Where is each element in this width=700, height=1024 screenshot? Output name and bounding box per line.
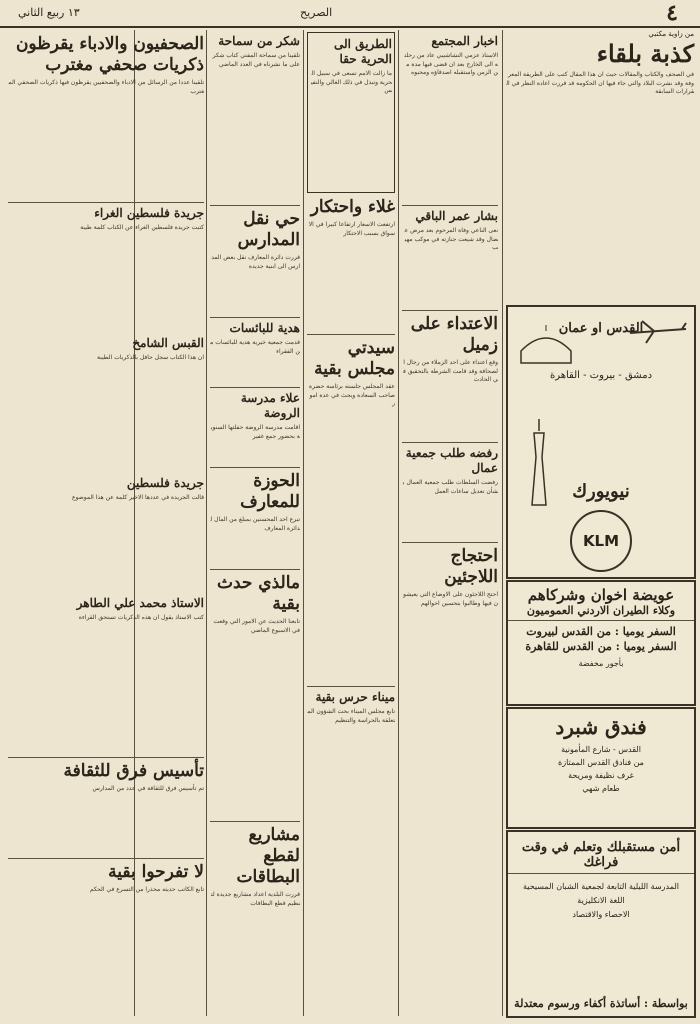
ad-line-cairo: السفر يوميا : من القدس للقاهرة [525,640,677,653]
ad-routes: دمشق - بيروت - القاهرة [549,370,653,381]
hotel-details [508,743,694,795]
headline: هدية للبائسات [229,321,300,335]
klm-logo: KLM [570,510,632,572]
headline: مشاريع لقطع البطاقات [236,825,300,887]
hotel-advertisement [506,707,696,829]
article-body: ارتفعت الاسعار ارتفاعا كبيرا في الاسواق بسبب الاحتكار [308,221,395,237]
school-footer: بواسطة : أساتذة أكفاء ورسوم معتدلة [514,997,688,1010]
headline: الصحفيون والادباء يقرظون ذكريات صحفي مغترب [15,34,204,75]
article-body: ما زالت الامم تسعى في سبيل الحرية وتبذل في ذلك الغالي والنفيس [310,70,392,94]
column-rule [502,30,503,1016]
headline: احتجاج اللاجئين [444,546,498,587]
article-body: تبرع احد المحسنين بمبلغ من المال لدائرة المعارف [210,516,300,532]
article-body: ان هذا الكتاب سجل حافل بالذكريات الطيبة [96,354,204,361]
article-body: نعى الناعي وفاة المرحوم بعد مرض عضال وقد شيعت جنازته في موكب مهيب [404,227,498,251]
headline: الاعتداء على زميل [410,314,498,355]
page-number: ٤ [666,0,678,26]
headline: لا تفرحوا بقية [108,862,204,882]
subheadline: الاستاذ محمد علي الطاهر [76,596,204,610]
statue-of-liberty-icon [524,417,554,507]
ad-route-top: القدس او عمان [558,321,644,336]
article-body: قررت البلدية اعداد مشاريع جديدة لتنظيم قطع البطاقات [211,891,300,907]
headline: الطريق الى الحرية حقا [334,37,392,66]
article-body: في الصحف والكتاب والمقالات حيث ان هذا المقال كتب على الطريقة المعروفة وقد نشرت البلاد والتي جاء فيها ان الحكومة قد قررت اعادة النظر في القرارات السابقة [506,71,694,95]
article-body: رفضت السلطات طلب جمعية العمال بشأن تعديل ساعات العمل [402,479,498,495]
school-details [508,880,694,922]
article-body: احتج اللاجئون على الاوضاع التي يعيشون فيها وطالبوا بتحسين احوالهم [403,591,498,607]
headline: شكر من سماحة [218,34,300,48]
airline-advertisement [506,580,696,706]
hotel-name: فندق شبرد [555,715,647,739]
article-body: قالت الجريدة في عددها الاخير كلمة عن هذا الموضوع [72,494,204,501]
column-4 [210,32,300,1012]
article-body: تابعنا الحديث عن الامور التي وقعت في الاسبوع الماضي [213,618,300,634]
column-2 [402,32,498,1012]
subheadline: جريدة فلسطين [126,476,204,490]
headline: الحوزة للمعارف [240,471,300,512]
headline: علاء مدرسة الروضة [240,391,300,420]
article-body: اقامت مدرسة الروضة حفلتها السنوية بحضور جمع غفير [210,424,300,440]
article-body: تلقينا من سماحة المفتي كتاب شكر على ما نشرناه في العدد الماضي [212,52,300,68]
school-title: أمن مستقبلك وتعلم في وقت فراغك [521,840,681,870]
column-1-article [506,30,694,300]
article-body: الاستاذ عزمي النشاشيبي عاد من رحلته الى الخارج بعد ان قضى فيها مدة من الزمن واستقبله اصدقاؤه ومحبوه [404,52,498,76]
headline: كذبة بلقاء [596,39,694,68]
ad-company: عويضة اخوان وشركاهم [527,586,675,604]
masthead [0,0,700,28]
article-body: كتبت جريدة فلسطين الغراء عن الكتاب كلمة طيبة [80,224,204,231]
klm-advertisement [506,305,696,579]
mosque-dome-icon [516,325,576,365]
airplane-icon [628,319,688,345]
article-body: تم تأسيس فرق للثقافة في عدد من المدارس [92,785,204,792]
headline: غلاء واحتكار [310,197,395,217]
headline: تأسيس فرق للثقافة [63,761,204,781]
headline: اخبار المجتمع [431,34,498,48]
ad-subtitle: وكلاء الطيران الاردني العموميون [526,604,676,617]
article-body: قررت دائرة المعارف نقل بعض المدارس الى ابنية جديدة [211,254,300,270]
article-body: قدمت جمعية خيرية هدية للبائسات من الفقراء [210,339,300,355]
column-rule [303,30,304,1016]
subheadline: جريدة فلسطين الغراء [94,206,204,220]
article-body: كتب الاستاذ يقول ان هذه الذكريات تستحق القراءة [78,614,204,621]
hotel-line: القدس - شارع المأمونية [561,745,641,754]
headline: مالذي حدث بقية [216,573,300,614]
hotel-line: طعام شهي [582,784,620,793]
headline: حي نقل المدارس [237,209,300,250]
column-5 [8,32,204,1012]
school-line: اللغة الانكليزية [577,896,625,905]
headline: ميناء حرس بقية [315,690,395,704]
column-3 [307,32,395,1012]
hotel-line: غرف نظيفة ومريحة [568,771,634,780]
column-rule [398,30,399,1016]
paper-name: الصريح [300,6,333,19]
boxed-article [307,32,395,193]
subheadline: القبس الشامخ [132,336,204,350]
school-line: الاحصاء والاقتصاد [572,910,630,919]
hotel-line: من فنادق القدس الممتازة [558,758,644,767]
article-body: عقد المجلس جلسته برئاسة حضرة صاحب السعادة وبحث في عدة امور [308,383,395,407]
article-body: تلقينا عددا من الرسائل من الادباء والصحفيين يقرظون فيها ذكريات الصحفي المغترب [8,79,204,95]
school-advertisement [506,830,696,1018]
ad-destination: نيويورك [572,481,630,502]
school-line: المدرسة الليلية التابعة لجمعية الشبان المسيحية [522,882,680,891]
headline: بشار عمر الباقي [415,209,498,223]
ad-note: بأجور مخفضة [578,659,624,668]
article-body: وقع اعتداء على احد الزملاء من رجال الصحافة وقد قامت الشرطة بالتحقيق في الحادث [403,359,498,383]
column-rule [206,30,207,1016]
article-body: تابع مجلس الميناء بحث الشؤون المتعلقة بالحراسة والتنظيم [307,708,395,724]
issue-date: ١٣ ربيع الثاني [18,6,80,19]
headline: رفضه طلب جمعية عمال [405,446,498,475]
article-body: تابع الكاتب حديثه محذرا من التسرع في الحكم [89,886,204,893]
headline: سيدتي مجلس بقية [314,338,395,379]
ad-line-beirut: السفر يوميا : من القدس لبيروت [526,625,676,638]
column-kicker: من زاوية مكتبي [648,30,694,38]
